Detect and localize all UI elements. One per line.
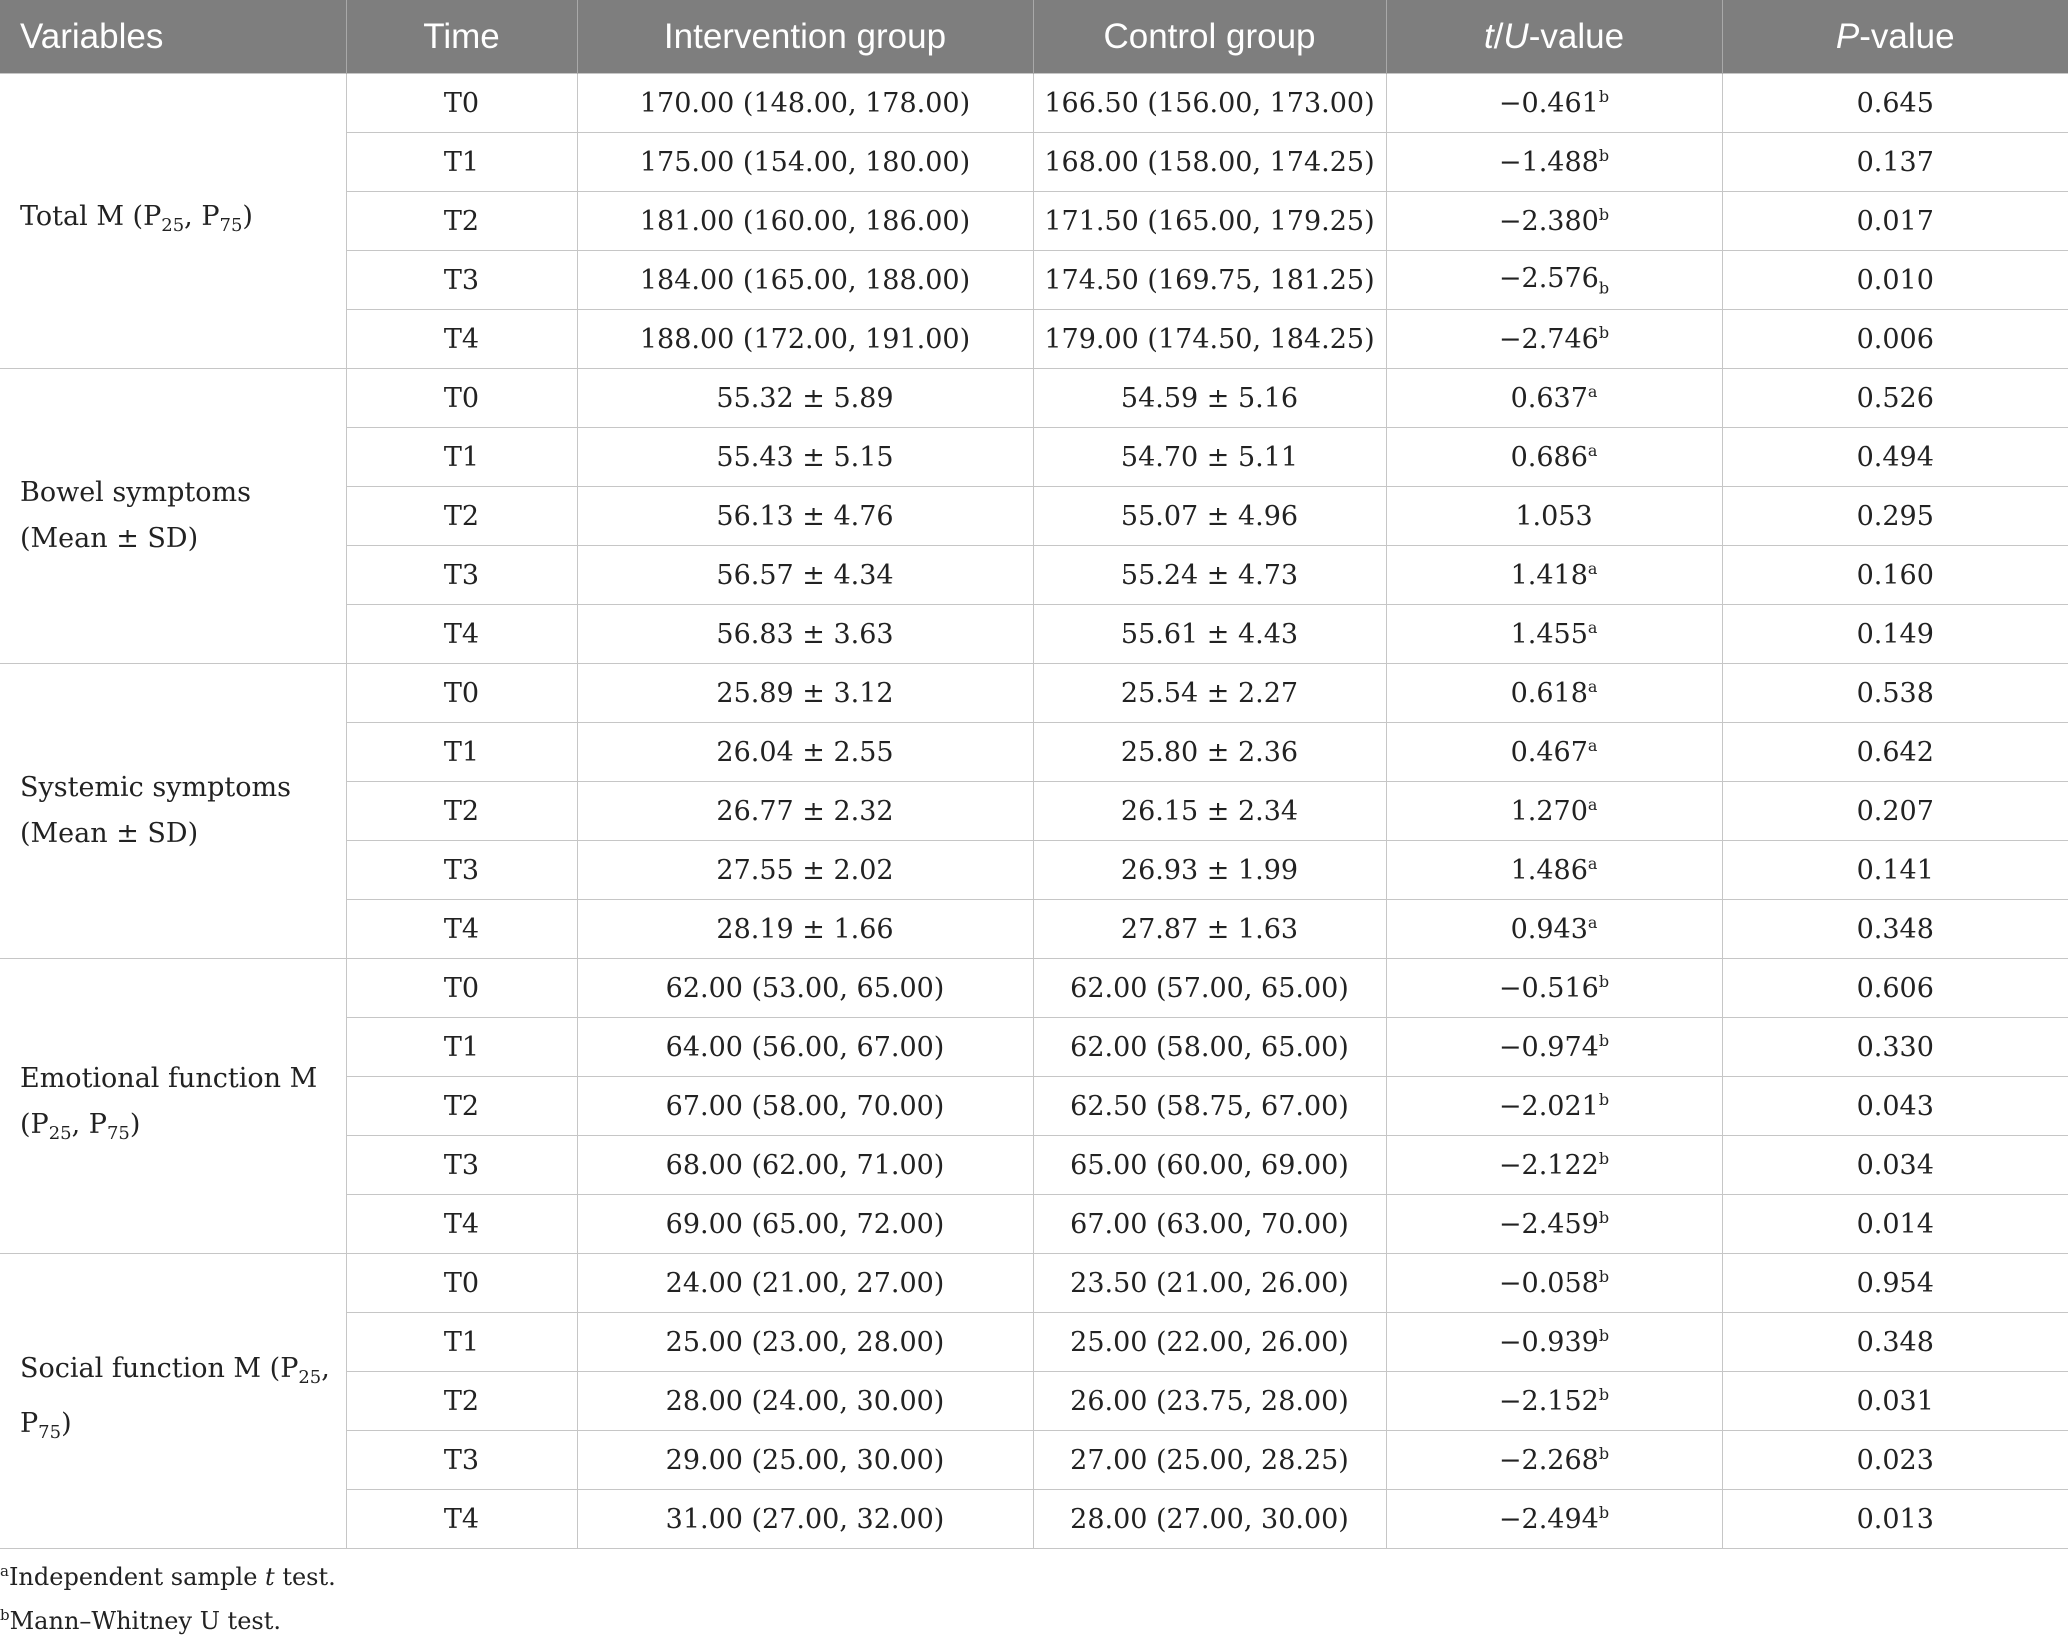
tu-value: −0.058 <box>1498 1268 1599 1299</box>
control-cell: 25.54 ± 2.27 <box>1033 664 1386 723</box>
variable-label-p25: 25 <box>298 1367 322 1388</box>
p-value-cell: 0.330 <box>1722 1018 2068 1077</box>
tu-value-cell <box>1386 310 1722 369</box>
table-row <box>0 1254 2068 1313</box>
time-cell: T4 <box>346 1195 577 1254</box>
time-cell: T3 <box>346 546 577 605</box>
variable-label: Bowel symptoms (Mean ± SD) <box>20 477 251 554</box>
p-value-cell: 0.645 <box>1722 74 2068 133</box>
test-mark: a <box>1587 382 1598 401</box>
tu-value: −2.021 <box>1498 1091 1599 1122</box>
control-cell: 26.93 ± 1.99 <box>1033 841 1386 900</box>
variable-label-p25: 25 <box>161 214 185 236</box>
p-value-cell: 0.031 <box>1722 1372 2068 1431</box>
footnotes <box>0 1552 336 1640</box>
p-value-cell: 0.606 <box>1722 959 2068 1018</box>
time-cell: T1 <box>346 428 577 487</box>
header-control: Control group <box>1033 0 1386 74</box>
tu-value-cell <box>1386 900 1722 959</box>
control-cell: 62.00 (58.00, 65.00) <box>1033 1018 1386 1077</box>
time-cell: T3 <box>346 251 577 310</box>
tu-value-cell <box>1386 1431 1722 1490</box>
tu-value-cell <box>1386 723 1722 782</box>
header-tu-suffix: -value <box>1528 16 1625 56</box>
test-mark: b <box>1598 87 1610 106</box>
p-value-cell: 0.160 <box>1722 546 2068 605</box>
test-mark: b <box>1598 278 1610 298</box>
p-value-cell: 0.006 <box>1722 310 2068 369</box>
p-value-cell: 0.348 <box>1722 900 2068 959</box>
table-row <box>0 369 2068 428</box>
header-row <box>0 0 2068 74</box>
control-cell: 174.50 (169.75, 181.25) <box>1033 251 1386 310</box>
control-cell: 166.50 (156.00, 173.00) <box>1033 74 1386 133</box>
control-cell: 67.00 (63.00, 70.00) <box>1033 1195 1386 1254</box>
tu-value: −2.380 <box>1498 206 1599 237</box>
p-value-cell: 0.526 <box>1722 369 2068 428</box>
time-cell: T0 <box>346 74 577 133</box>
test-mark: b <box>1598 1208 1610 1227</box>
intervention-cell: 28.19 ± 1.66 <box>577 900 1033 959</box>
tu-value-cell <box>1386 1077 1722 1136</box>
footnote-a-text-italic: t <box>265 1563 275 1591</box>
variable-label-sep: , P <box>71 1108 107 1140</box>
table-header <box>0 0 2068 74</box>
tu-value: −2.494 <box>1498 1504 1599 1535</box>
test-mark: b <box>1598 1031 1610 1050</box>
table-body <box>0 74 2068 1549</box>
p-value-cell: 0.538 <box>1722 664 2068 723</box>
tu-value: −2.122 <box>1498 1150 1599 1181</box>
control-cell: 27.87 ± 1.63 <box>1033 900 1386 959</box>
tu-value-cell <box>1386 841 1722 900</box>
tu-value-cell <box>1386 1254 1722 1313</box>
intervention-cell: 175.00 (154.00, 180.00) <box>577 133 1033 192</box>
tu-value-cell <box>1386 192 1722 251</box>
tu-value: 1.418 <box>1510 560 1588 591</box>
control-cell: 55.61 ± 4.43 <box>1033 605 1386 664</box>
tu-value: −0.516 <box>1498 973 1599 1004</box>
intervention-cell: 25.00 (23.00, 28.00) <box>577 1313 1033 1372</box>
intervention-cell: 26.04 ± 2.55 <box>577 723 1033 782</box>
header-t-u-value <box>1386 0 1722 74</box>
time-cell: T4 <box>346 1490 577 1549</box>
tu-value: 1.270 <box>1510 796 1588 827</box>
tu-value: 1.455 <box>1510 619 1588 650</box>
tu-value-cell <box>1386 1195 1722 1254</box>
time-cell: T2 <box>346 782 577 841</box>
p-value-cell: 0.034 <box>1722 1136 2068 1195</box>
tu-value: 0.637 <box>1510 383 1588 414</box>
intervention-cell: 28.00 (24.00, 30.00) <box>577 1372 1033 1431</box>
header-u-letter: U <box>1503 16 1529 56</box>
test-mark: b <box>1598 972 1610 991</box>
tu-value: −0.939 <box>1498 1327 1599 1358</box>
header-variables: Variables <box>0 0 346 74</box>
control-cell: 28.00 (27.00, 30.00) <box>1033 1490 1386 1549</box>
test-mark: b <box>1598 205 1610 224</box>
control-cell: 171.50 (165.00, 179.25) <box>1033 192 1386 251</box>
header-p-value <box>1722 0 2068 74</box>
footnote-a <box>0 1552 336 1596</box>
variable-label-p25: 25 <box>48 1122 72 1144</box>
intervention-cell: 69.00 (65.00, 72.00) <box>577 1195 1033 1254</box>
p-value-cell: 0.010 <box>1722 251 2068 310</box>
test-mark: a <box>1587 559 1598 578</box>
intervention-cell: 62.00 (53.00, 65.00) <box>577 959 1033 1018</box>
footnote-b-mark: b <box>0 1606 10 1624</box>
control-cell: 26.00 (23.75, 28.00) <box>1033 1372 1386 1431</box>
control-cell: 25.80 ± 2.36 <box>1033 723 1386 782</box>
control-cell: 26.15 ± 2.34 <box>1033 782 1386 841</box>
header-intervention: Intervention group <box>577 0 1033 74</box>
intervention-cell: 67.00 (58.00, 70.00) <box>577 1077 1033 1136</box>
header-time: Time <box>346 0 577 74</box>
p-value-cell: 0.149 <box>1722 605 2068 664</box>
control-cell: 27.00 (25.00, 28.25) <box>1033 1431 1386 1490</box>
time-cell: T2 <box>346 1077 577 1136</box>
footnote-a-text-pre: Independent sample <box>8 1563 266 1591</box>
intervention-cell: 24.00 (21.00, 27.00) <box>577 1254 1033 1313</box>
tu-value-cell <box>1386 74 1722 133</box>
intervention-cell: 26.77 ± 2.32 <box>577 782 1033 841</box>
intervention-cell: 181.00 (160.00, 186.00) <box>577 192 1033 251</box>
variable-label-end: ) <box>61 1408 72 1439</box>
tu-value: 0.467 <box>1510 737 1588 768</box>
test-mark: a <box>1587 913 1598 932</box>
time-cell: T4 <box>346 310 577 369</box>
tu-value: 0.686 <box>1510 442 1588 473</box>
test-mark: b <box>1598 1444 1610 1463</box>
tu-value-cell <box>1386 1372 1722 1431</box>
control-cell: 25.00 (22.00, 26.00) <box>1033 1313 1386 1372</box>
variable-label: Social function M (P <box>20 1353 299 1384</box>
test-mark: a <box>1587 677 1598 696</box>
tu-value-cell <box>1386 1018 1722 1077</box>
test-mark: b <box>1598 1385 1610 1404</box>
intervention-cell: 55.32 ± 5.89 <box>577 369 1033 428</box>
test-mark: a <box>1587 854 1598 873</box>
p-value-cell: 0.013 <box>1722 1490 2068 1549</box>
header-t-letter: t <box>1483 16 1494 56</box>
table-row <box>0 959 2068 1018</box>
control-cell: 65.00 (60.00, 69.00) <box>1033 1136 1386 1195</box>
test-mark: a <box>1587 736 1598 755</box>
table-row <box>0 664 2068 723</box>
tu-value-cell <box>1386 251 1722 310</box>
time-cell: T1 <box>346 723 577 782</box>
time-cell: T3 <box>346 1136 577 1195</box>
time-cell: T0 <box>346 369 577 428</box>
p-value-cell: 0.207 <box>1722 782 2068 841</box>
test-mark: b <box>1598 1267 1610 1286</box>
intervention-cell: 56.13 ± 4.76 <box>577 487 1033 546</box>
variable-label-end: ) <box>129 1108 141 1140</box>
variable-label-p75: 75 <box>106 1122 130 1144</box>
tu-value: −2.152 <box>1498 1386 1599 1417</box>
header-slash: / <box>1493 16 1504 56</box>
intervention-cell: 64.00 (56.00, 67.00) <box>577 1018 1033 1077</box>
variable-label: Systemic symptoms (Mean ± SD) <box>20 772 291 849</box>
time-cell: T2 <box>346 1372 577 1431</box>
variable-cell <box>0 664 346 959</box>
tu-value: −2.268 <box>1498 1445 1599 1476</box>
variable-label-sep: , P <box>184 200 220 232</box>
tu-value: −0.974 <box>1498 1032 1599 1063</box>
footnote-b-text: Mann–Whitney U test. <box>9 1607 281 1635</box>
tu-value: −2.459 <box>1498 1209 1599 1240</box>
p-value-cell: 0.017 <box>1722 192 2068 251</box>
variable-label-sep: , P <box>20 1353 330 1439</box>
tu-value: 1.486 <box>1510 855 1588 886</box>
intervention-cell: 56.83 ± 3.63 <box>577 605 1033 664</box>
intervention-cell: 170.00 (148.00, 178.00) <box>577 74 1033 133</box>
test-mark: b <box>1598 323 1610 342</box>
intervention-cell: 25.89 ± 3.12 <box>577 664 1033 723</box>
control-cell: 55.07 ± 4.96 <box>1033 487 1386 546</box>
footnote-b <box>0 1596 336 1640</box>
tu-value-cell <box>1386 133 1722 192</box>
time-cell: T1 <box>346 1313 577 1372</box>
variable-label: Total M (P <box>20 200 162 232</box>
tu-value-cell <box>1386 487 1722 546</box>
time-cell: T3 <box>346 1431 577 1490</box>
p-value-cell: 0.141 <box>1722 841 2068 900</box>
tu-value: 0.943 <box>1510 914 1588 945</box>
tu-value: −2.746 <box>1498 324 1599 355</box>
tu-value-cell <box>1386 782 1722 841</box>
time-cell: T2 <box>346 192 577 251</box>
intervention-cell: 56.57 ± 4.34 <box>577 546 1033 605</box>
tu-value-cell <box>1386 605 1722 664</box>
time-cell: T4 <box>346 900 577 959</box>
time-cell: T0 <box>346 959 577 1018</box>
time-cell: T3 <box>346 841 577 900</box>
intervention-cell: 27.55 ± 2.02 <box>577 841 1033 900</box>
tu-value-cell <box>1386 546 1722 605</box>
variable-label-p75: 75 <box>38 1422 62 1443</box>
intervention-cell: 184.00 (165.00, 188.00) <box>577 251 1033 310</box>
variable-label: Emotional function M (P <box>20 1062 318 1140</box>
tu-value-cell <box>1386 1490 1722 1549</box>
p-value-cell: 0.014 <box>1722 1195 2068 1254</box>
tu-value-cell <box>1386 428 1722 487</box>
intervention-cell: 55.43 ± 5.15 <box>577 428 1033 487</box>
tu-value-cell <box>1386 1136 1722 1195</box>
test-mark: a <box>1587 795 1598 814</box>
time-cell: T2 <box>346 487 577 546</box>
test-mark: b <box>1598 1326 1610 1345</box>
intervention-cell: 29.00 (25.00, 30.00) <box>577 1431 1033 1490</box>
test-mark: b <box>1598 1090 1610 1109</box>
variable-cell <box>0 74 346 369</box>
p-value-cell: 0.023 <box>1722 1431 2068 1490</box>
control-cell: 62.50 (58.75, 67.00) <box>1033 1077 1386 1136</box>
variable-label-p75: 75 <box>219 214 243 236</box>
tu-value: −2.576 <box>1498 262 1599 294</box>
control-cell: 54.59 ± 5.16 <box>1033 369 1386 428</box>
time-cell: T0 <box>346 1254 577 1313</box>
p-value-cell: 0.348 <box>1722 1313 2068 1372</box>
variable-label-end: ) <box>242 200 253 232</box>
intervention-cell: 68.00 (62.00, 71.00) <box>577 1136 1033 1195</box>
test-mark: b <box>1598 1149 1610 1168</box>
test-mark: a <box>1587 618 1598 637</box>
tu-value-cell <box>1386 664 1722 723</box>
time-cell: T1 <box>346 133 577 192</box>
p-value-cell: 0.043 <box>1722 1077 2068 1136</box>
table-row <box>0 74 2068 133</box>
tu-value-cell <box>1386 1313 1722 1372</box>
time-cell: T1 <box>346 1018 577 1077</box>
control-cell: 55.24 ± 4.73 <box>1033 546 1386 605</box>
control-cell: 54.70 ± 5.11 <box>1033 428 1386 487</box>
header-p-letter: P <box>1835 16 1860 56</box>
test-mark: a <box>1587 441 1598 460</box>
test-mark: b <box>1598 146 1610 165</box>
p-value-cell: 0.954 <box>1722 1254 2068 1313</box>
variable-cell <box>0 959 346 1254</box>
test-mark: b <box>1598 1503 1610 1522</box>
header-p-suffix: -value <box>1859 16 1955 56</box>
footnote-a-mark: a <box>0 1562 9 1580</box>
p-value-cell: 0.137 <box>1722 133 2068 192</box>
tu-value: −1.488 <box>1498 147 1599 178</box>
p-value-cell: 0.494 <box>1722 428 2068 487</box>
tu-value: 0.618 <box>1510 678 1588 709</box>
time-cell: T4 <box>346 605 577 664</box>
control-cell: 168.00 (158.00, 174.25) <box>1033 133 1386 192</box>
p-value-cell: 0.295 <box>1722 487 2068 546</box>
control-cell: 62.00 (57.00, 65.00) <box>1033 959 1386 1018</box>
variable-cell <box>0 1254 346 1549</box>
tu-value: −0.461 <box>1498 88 1599 119</box>
p-value-cell: 0.642 <box>1722 723 2068 782</box>
footnote-a-text-post: test. <box>274 1563 336 1591</box>
tu-value: 1.053 <box>1515 500 1593 532</box>
variable-cell <box>0 369 346 664</box>
control-cell: 23.50 (21.00, 26.00) <box>1033 1254 1386 1313</box>
tu-value-cell <box>1386 369 1722 428</box>
intervention-cell: 31.00 (27.00, 32.00) <box>577 1490 1033 1549</box>
control-cell: 179.00 (174.50, 184.25) <box>1033 310 1386 369</box>
time-cell: T0 <box>346 664 577 723</box>
intervention-cell: 188.00 (172.00, 191.00) <box>577 310 1033 369</box>
tu-value-cell <box>1386 959 1722 1018</box>
